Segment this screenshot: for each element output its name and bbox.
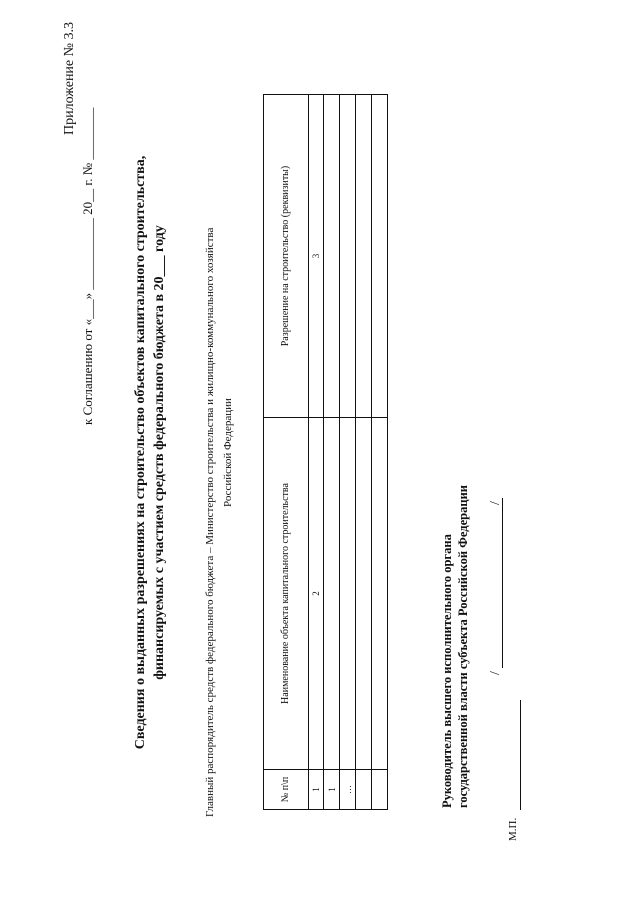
distributor-line2: Российской Федерации [222, 398, 234, 507]
table-cell [372, 770, 388, 810]
table-cell [340, 418, 356, 770]
distributor-line1: Главный распорядитель средств федерального бюджета – Министерство строительства и жилищно-коммунального хозяйства [204, 227, 216, 817]
column-number: 3 [309, 95, 324, 418]
page-subtitle: финансируемых с участием средств федерального бюджета в 20___ году [152, 225, 167, 680]
table-cell [340, 95, 356, 418]
signatory-title-line1: Руководитель высшего исполнительного органа [440, 534, 454, 808]
signature-slash: / [488, 671, 503, 675]
table-number-row [309, 95, 324, 810]
column-number: 1 [309, 770, 324, 810]
table-row [324, 95, 340, 810]
table-row [372, 95, 388, 810]
table-cell [356, 418, 372, 770]
table-cell [372, 418, 388, 770]
table-header-row [264, 95, 309, 810]
header-number: № п\п [264, 770, 309, 810]
header-object-name: Наименование объекта капитального строительства [264, 418, 309, 770]
table-cell [356, 95, 372, 418]
seal-line [520, 700, 521, 810]
page-title: Сведения о выданных разрешениях на строительство объектов капитального строительства, [133, 155, 148, 750]
column-number: 2 [309, 418, 324, 770]
table-cell [324, 95, 340, 418]
header-permit: Разрешение на строительство (реквизиты) [264, 95, 309, 418]
signatory-title-line2: государственной власти субъекта Российской Федерации [456, 485, 470, 808]
appendix-title: Приложение № 3.3 [62, 22, 77, 135]
permits-table [263, 94, 388, 810]
table-row [340, 95, 356, 810]
signature-slash: / [488, 501, 503, 505]
table-cell: 1 [324, 770, 340, 810]
signature-line [502, 498, 503, 668]
table-cell [372, 95, 388, 418]
table-cell: … [340, 770, 356, 810]
seal-mark: М.П. [507, 817, 519, 841]
table-cell [356, 770, 372, 810]
table-cell [324, 418, 340, 770]
table-row [356, 95, 372, 810]
agreement-reference: к Соглашению от «___» ___________ 20__ г. № ________ [80, 107, 95, 425]
